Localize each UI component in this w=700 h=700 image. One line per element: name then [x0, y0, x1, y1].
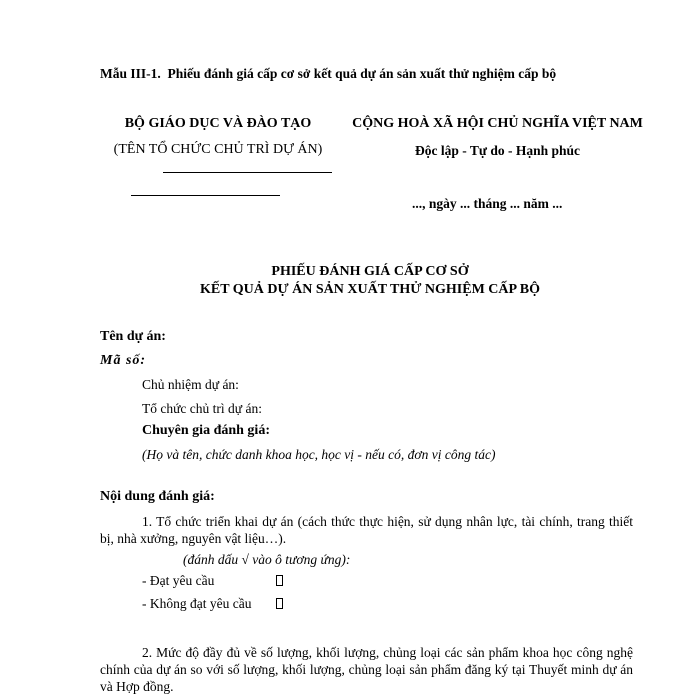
option-pass-label: - Đạt yêu cầu — [142, 573, 215, 588]
header-divider — [163, 172, 332, 173]
organization-name: (TÊN TỔ CHỨC CHỦ TRÌ DỰ ÁN) — [113, 142, 323, 157]
project-name-label: Tên dự án: — [100, 329, 166, 344]
document-title-line-2: KẾT QUẢ DỰ ÁN SẢN XUẤT THỬ NGHIỆM CẤP BỘ — [199, 282, 541, 297]
option-pass-checkbox[interactable] — [276, 575, 283, 586]
evaluator-note: (Họ và tên, chức danh khoa học, học vị - nếu có, đơn vị công tác) — [142, 447, 496, 462]
form-title: Phiếu đánh giá cấp cơ sở kết quả dự án sản xuất thử nghiệm cấp bộ — [167, 66, 557, 81]
project-leader-label: Chủ nhiệm dự án: — [142, 377, 239, 392]
form-header — [100, 66, 556, 82]
code-label: Mã số: — [100, 353, 147, 368]
evaluation-item-2: 2. Mức độ đầy đủ về số lượng, khối lượng, chủng loại các sản phẩm khoa học công nghệ chính của dự án so với số lượng, khối lượng, chủng loại sản phẩm đăng ký tại Thuyết minh dự án và Hợp đồng. — [100, 645, 633, 694]
national-motto: Độc lập - Tự do - Hạnh phúc — [414, 143, 581, 158]
mark-instruction: (đánh dấu √ vào ô tương ứng): — [183, 552, 351, 567]
evaluation-heading: Nội dung đánh giá: — [100, 489, 215, 504]
country-name: CỘNG HOÀ XÃ HỘI CHỦ NGHĨA VIỆT NAM — [352, 116, 643, 131]
evaluation-item-1: 1. Tổ chức triển khai dự án (cách thức thực hiện, sử dụng nhân lực, tài chính, trang thiết bị, nhà xưởng, nguyên vật liệu…). — [100, 514, 633, 546]
form-label: Mẫu III-1. — [100, 66, 161, 81]
date-line: ..., ngày ... tháng ... năm ... — [412, 196, 563, 211]
ministry-name: BỘ GIÁO DỤC VÀ ĐÀO TẠO — [124, 116, 312, 131]
option-fail-label: - Không đạt yêu cầu — [142, 596, 252, 611]
document-title-line-1: PHIẾU ĐÁNH GIÁ CẤP CƠ SỞ — [271, 264, 469, 279]
option-fail-checkbox[interactable] — [276, 598, 283, 609]
host-organization-label: Tổ chức chủ trì dự án: — [142, 401, 262, 416]
reference-number-line — [131, 195, 280, 196]
evaluator-label: Chuyên gia đánh giá: — [142, 423, 270, 438]
